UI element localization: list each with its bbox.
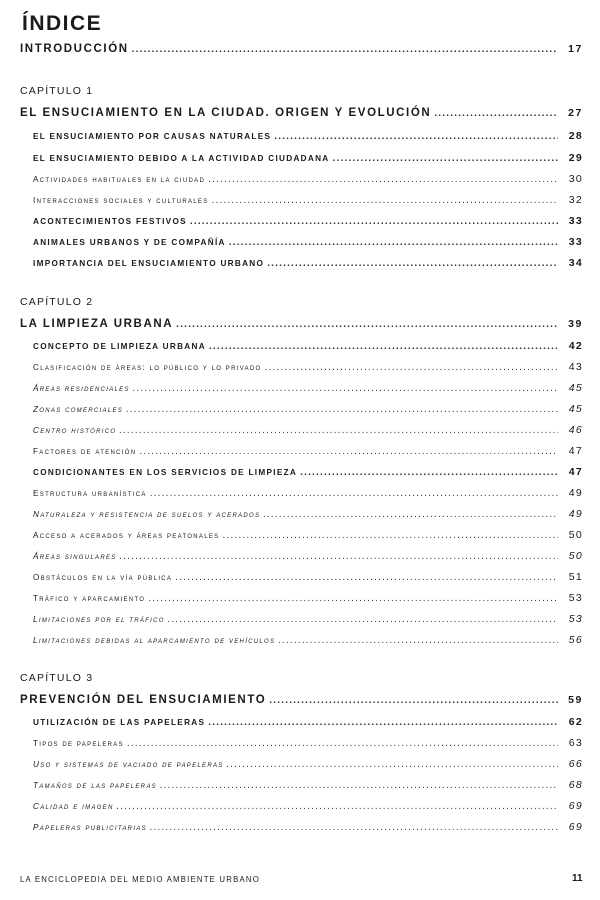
toc-entry: Tráfico y aparcamiento ..... 53 [33,592,583,604]
page-title: ÍNDICE [22,12,103,35]
toc-entry: UTILIZACIÓN DE LAS PAPELERAS ..... 62 [33,716,583,728]
toc-entry: Zonas comerciales ..... 45 [33,403,583,415]
chapter-title-1 [20,107,583,119]
toc-entry-introduccion [20,43,583,55]
toc-entry-page: 59 [568,694,583,706]
toc-entry: ACONTECIMIENTOS FESTIVOS ..... 33 [33,215,583,227]
toc-entry: CONDICIONANTES EN LOS SERVICIOS DE LIMPIEZA ..... 47 [33,466,583,478]
footer-text: LA ENCICLOPEDIA DEL MEDIO AMBIENTE URBANO [20,875,260,884]
toc-entry: Limitaciones por el tráfico ..... 53 [33,613,583,625]
toc-entry: Factores de atención ..... 47 [33,445,583,457]
toc-entry: Acceso a acerados y áreas peatonales ..... 50 [33,529,583,541]
chapter-heading-2: CAPÍTULO 2 [20,296,94,308]
toc-entry-label: EL ENSUCIAMIENTO EN LA CIUDAD. ORIGEN Y EVOLUCIÓN [20,107,432,119]
toc-entry-page: 27 [568,107,583,119]
toc-entry: Uso y sistemas de vaciado de papeleras ..... 66 [33,758,583,770]
toc-entry-page: 17 [568,43,583,55]
toc-entry: Centro histórico ..... 46 [33,424,583,436]
toc-entry: Limitaciones debidas al aparcamiento de vehículos ..... 56 [33,634,583,646]
toc-entry-label: LA LIMPIEZA URBANA [20,318,174,330]
toc-entry: Clasificación de áreas: lo público y lo privado ..... 43 [33,361,583,373]
toc-entry: Calidad e imagen ..... 69 [33,800,583,812]
toc-entry: Naturaleza y resistencia de suelos y acerados ..... 49 [33,508,583,520]
toc-entry: Tamaños de las papeleras ..... 68 [33,779,583,791]
chapter-heading-3: CAPÍTULO 3 [20,672,94,684]
toc-entry: CONCEPTO DE LIMPIEZA URBANA ..... 42 [33,340,583,352]
toc-entry-page: 39 [568,318,583,330]
toc-entry: EL ENSUCIAMIENTO POR CAUSAS NATURALES ..... 28 [33,130,583,142]
toc-entry: Tipos de papeleras ..... 63 [33,737,583,749]
chapter-title-3 [20,694,583,706]
toc-entry: Áreas singulares ..... 50 [33,550,583,562]
chapter-title-2 [20,318,583,330]
page-number: 11 [572,873,583,884]
toc-entry: Interacciones sociales y culturales ..... 32 [33,194,583,206]
toc-entry: ANIMALES URBANOS Y DE COMPAÑÍA ..... 33 [33,236,583,248]
toc-entry: Actividades habituales en la ciudad ..... 30 [33,173,583,185]
chapter-heading-1: CAPÍTULO 1 [20,85,94,97]
toc-entry: Papeleras publicitarias ..... 69 [33,821,583,833]
toc-entry: Obstáculos en la vía pública ..... 51 [33,571,583,583]
toc-entry: IMPORTANCIA DEL ENSUCIAMIENTO URBANO ..... 34 [33,257,583,269]
toc-entry-label: PREVENCIÓN DEL ENSUCIAMIENTO [20,694,267,706]
toc-entry: EL ENSUCIAMIENTO DEBIDO A LA ACTIVIDAD CIUDADANA ..... 29 [33,152,583,164]
toc-entry: Estructura urbanística ..... 49 [33,487,583,499]
toc-entry-label: INTRODUCCIÓN [20,43,129,55]
toc-entry: Áreas residenciales ..... 45 [33,382,583,394]
